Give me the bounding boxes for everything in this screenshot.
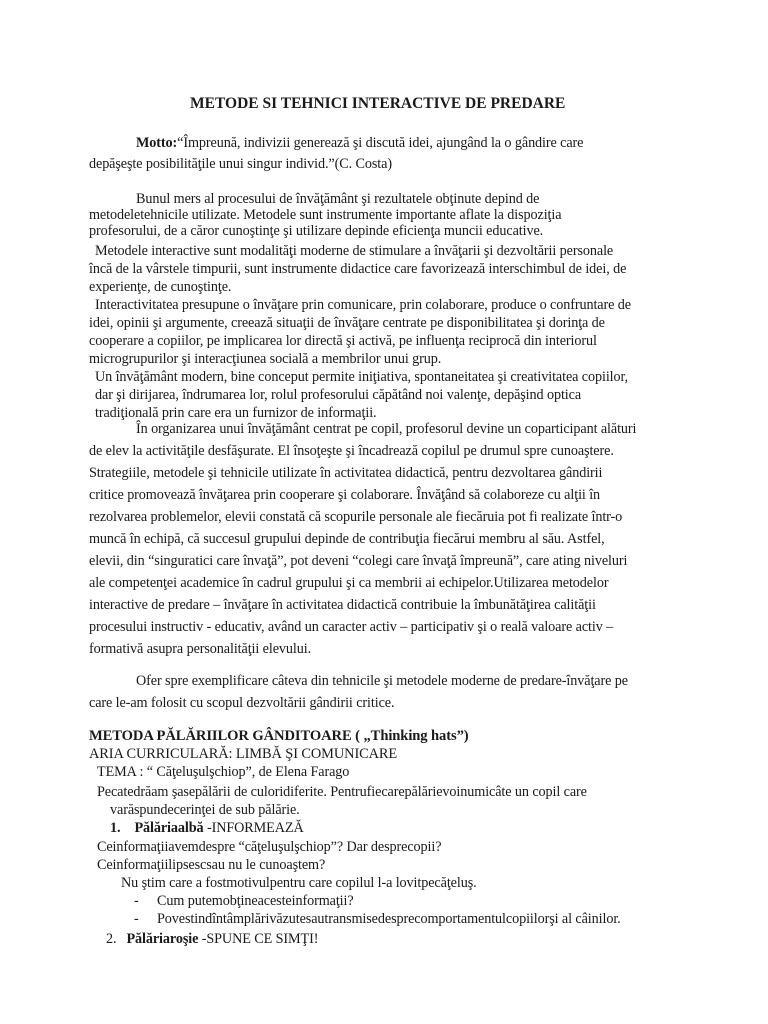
para3-line-1: Interactivitatea presupune o învăţare prin comunicare, prin colaborare, produce o confruntare de <box>95 297 631 313</box>
pecatedra-line-2: varăspundecerinţei de sub pălărie. <box>110 802 300 818</box>
para5-line-1: În organizarea unui învăţământ centrat pe copil, profesorul devine un coparticipant alături <box>136 421 637 437</box>
bullet-dash-icon: - <box>134 893 139 909</box>
aria-curriculara: ARIA CURRICULARĂ: LIMBĂ ŞI COMUNICARE <box>89 746 398 762</box>
hat2-heading <box>106 930 318 948</box>
hat1-heading <box>110 819 304 837</box>
para5-line-11: formativă asupra personalităţii elevului. <box>89 641 312 657</box>
hat1-action: -INFORMEAZĂ <box>203 820 304 836</box>
para3-line-3: cooperare a copiilor, pe implicarea lor directă şi activă, pe influenţa reciprocă din interiorul <box>89 333 597 349</box>
hat2-name: Pălăriaroşie <box>126 931 199 947</box>
hat1-bullet-2: Povestindîntâmplărivăzutesautransmisedesprecomportamentulcopiilorşi al câinilor. <box>157 911 621 927</box>
para5-line-2: de elev la activităţile desfăşurate. El însoţeşte şi încadrează copilul pe drumul spre cunoaştere. <box>89 443 614 459</box>
para5-line-9: interactive de predare – învăţare în activitatea didactică contribuie la îmbunătăţirea calităţii <box>89 597 596 613</box>
hat1-line-3: Nu ştim care a fostmotivulpentru care copilul l-a lovitpecăţeluş. <box>121 875 477 891</box>
method-heading: METODA PĂLĂRIILOR GÂNDITOARE ( „Thinking hats”) <box>89 728 469 744</box>
hat1-name: Pălăriaalbă <box>134 820 204 836</box>
para2-line-3: experienţe, de cunoştinţe. <box>89 279 232 295</box>
hat1-line-1: Ceinformaţiiavemdespre “căţeluşulşchiop”? Dar desprecopii? <box>97 839 442 855</box>
motto-line-1 <box>136 134 583 152</box>
motto-text-1: “Împreună, indivizii generează şi discută idei, ajungând la o gândire care <box>177 135 584 151</box>
para5-line-8: ale competenţei academice în cadrul grupului şi ca membrii ai echipelor.Utilizarea metodelor <box>89 575 609 591</box>
pecatedra-line-1: Pecatedrăam şasepălării de culoridiferite. Pentrufiecarepălărievoinumicâte un copil care <box>97 784 587 800</box>
motto-line-2: depăşeşte posibilităţile unui singur individ.”(C. Costa) <box>89 156 392 172</box>
hat1-line-2: Ceinformaţiilipsescsau nu le cunoaştem? <box>97 857 326 873</box>
tema-line: TEMA : “ Căţeluşulşchiop”, de Elena Farago <box>97 764 350 780</box>
para5-line-3: Strategiile, metodele şi tehnicile utilizate în activitatea didactică, pentru dezvoltarea gândirii <box>89 465 603 481</box>
motto-label: Motto: <box>136 135 178 151</box>
hat2-action: -SPUNE CE SIMŢI! <box>198 931 319 947</box>
para3-line-4: microgrupurilor şi interacţiunea socială a membrilor unui grup. <box>89 351 442 367</box>
bullet-dash-icon: - <box>134 911 139 927</box>
hat1-number: 1. <box>110 820 121 836</box>
para5-line-7: elevii, din “singuratici care învaţă”, pot deveni “colegi care învaţă împreună”, care ating niveluri <box>89 553 628 569</box>
para5-line-10: procesului instructiv - educativ, având un caracter activ – participativ şi o reală valoare activ – <box>89 619 614 635</box>
para4-line-1: Un învăţământ modern, bine conceput permite iniţiativa, spontaneitatea şi creativitatea copiilor, <box>95 369 628 385</box>
para5-line-5: rezolvarea problemelor, elevii constată că scopurile personale ale fiecăruia pot fi realizate într-o <box>89 509 623 525</box>
para1-line-3: profesorului, de a căror cunoştinţe şi utilizare depinde eficienţa muncii educative. <box>89 223 544 239</box>
para3-line-2: idei, opinii şi argumente, creează situaţii de învăţare centrate pe disponibilitatea şi dorinţa de <box>89 315 605 331</box>
hat1-bullet-1: Cum putemobţineacesteinformaţii? <box>157 893 354 909</box>
para6-line-2: care le-am folosit cu scopul dezvoltării gândirii critice. <box>89 695 395 711</box>
hat2-number: 2. <box>106 931 117 947</box>
para5-line-4: critice promovează învăţarea prin cooperare şi colaborare. Învăţând să colaboreze cu alţii în <box>89 487 601 503</box>
para4-line-2: dar şi dirijarea, îndrumarea lor, rolul profesorului căpătând noi valenţe, depăşind optica <box>95 387 582 403</box>
para6-line-1: Ofer spre exemplificare câteva din tehnicile şi metodele moderne de predare-învăţare pe <box>136 673 628 689</box>
para2-line-2: încă de la vârstele timpurii, sunt instrumente didactice care favorizează interschimbul de idei, de <box>89 261 627 277</box>
para2-line-1: Metodele interactive sunt modalităţi moderne de stimulare a învăţarii şi dezvoltării personale <box>95 243 614 259</box>
page-title: METODE SI TEHNICI INTERACTIVE DE PREDARE <box>190 95 566 112</box>
para1-line-1: Bunul mers al procesului de învăţământ şi rezultatele obţinute depind de <box>136 191 540 207</box>
para1-line-2: metodeletehnicile utilizate. Metodele sunt instrumente importante aflate la dispoziţia <box>89 207 562 223</box>
para4-line-3: tradiţională prin care era un furnizor de informaţii. <box>95 405 377 421</box>
para5-line-6: muncă în echipă, că succesul grupului depinde de contribuţia fiecărui membru al său. Astfel, <box>89 531 605 547</box>
